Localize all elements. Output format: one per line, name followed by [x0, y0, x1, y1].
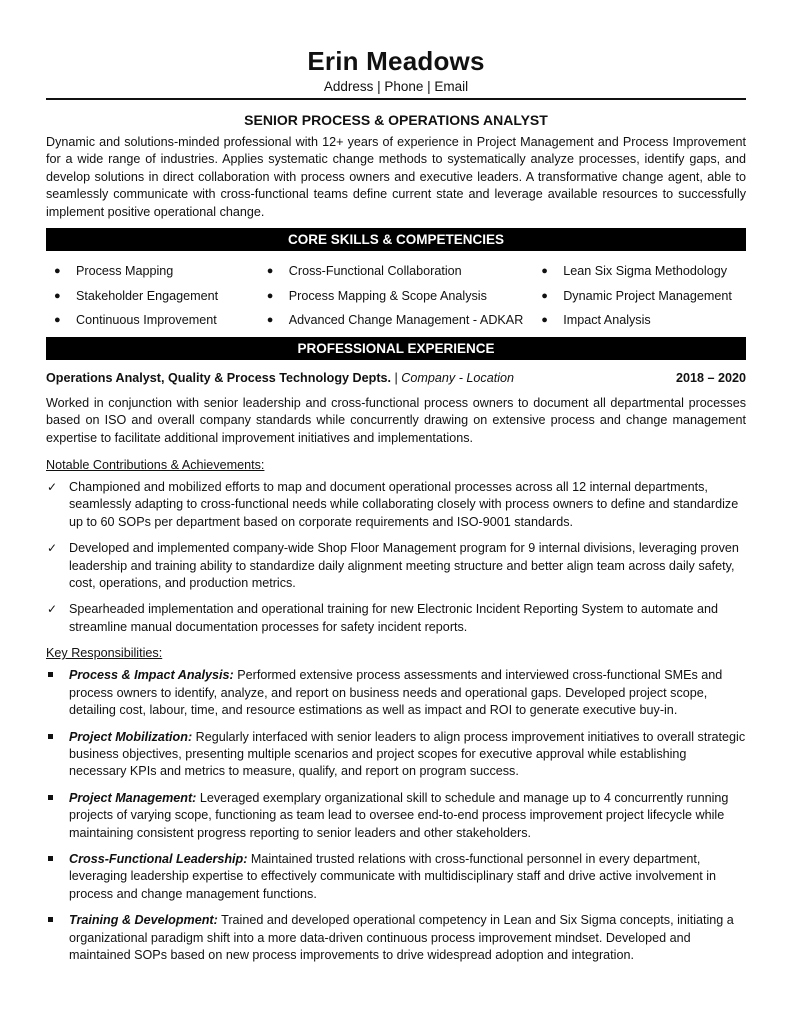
skills-heading: CORE SKILLS & COMPETENCIES [46, 228, 746, 251]
contribution-item: ✓ Spearheaded implementation and operational training for new Electronic Incident Reporting System to automate and streamline manual documentation processes for safety incident reports. [47, 602, 718, 634]
responsibility-item: Project Mobilization: Regularly interfaced with senior leaders to align process improvement initiatives to overall strategic business objectives, presenting multiple scenarios and project scopes for executive approval while establishing necessary KPIs and metrics to measure, qualify, and report on program success. [46, 729, 746, 781]
contribution-item: ✓ Championed and mobilized efforts to map and document operational processes across all 12 internal departments, seamlessly adapting to cross-functional needs while collaborating closely with process owners to define and standardize up to 60 SOPs per department based on corporate requirements and ISO-9001 standards. [47, 480, 739, 529]
header-rule [46, 98, 746, 100]
responsibility-item: Process & Impact Analysis: Performed extensive process assessments and interviewed cross-functional SMEs and process owners to identify, analyze, and report on business needs and operational gaps. Developed project scope, detailing cost, labour, time, and resource estimations as well as impact and ROI to generate executive buy-in. [46, 667, 746, 719]
bullet-icon: ● [541, 265, 548, 278]
role-separator: | [391, 370, 402, 385]
responsibility-item: Cross-Functional Leadership: Maintained trusted relations with cross-functional personnel in every department, leveraging leadership expertise to effectively communicate with multidisciplinary staff and drive active involvement in process and change management functions. [46, 851, 746, 903]
summary-paragraph: Dynamic and solutions-minded professional with 12+ years of experience in Project Management and Process Improvement for a wide range of industries. Applies systematic change methods to systematically analyze processes, identify gaps, and develop solutions in direct collaboration with process owners and executive leaders. A transformative change agent, able to seamlessly communicate with cross-functional teams define current state and leverage available resources to successfully implement positive operational change. [46, 135, 746, 219]
bullet-icon: ● [266, 314, 274, 327]
candidate-name: Erin Meadows [307, 46, 485, 76]
checkmark-icon: ✓ [47, 480, 58, 495]
skill-item: ● Process Mapping [50, 259, 263, 284]
bullet-icon: ● [541, 314, 548, 327]
job-role-line [46, 370, 514, 387]
experience-heading: PROFESSIONAL EXPERIENCE [46, 337, 746, 360]
square-bullet-icon [48, 856, 53, 861]
square-bullet-icon [48, 734, 53, 739]
checkmark-icon: ✓ [47, 602, 58, 617]
job-description: Worked in conjunction with senior leadership and cross-functional process owners to document all departmental processes based on ISO and overall company standards while concurrently drawing on extensive process and change management expertise to facilitate additional improvement initiatives and implementations. [46, 395, 746, 445]
bullet-icon: ● [541, 289, 548, 302]
square-bullet-icon [48, 917, 53, 922]
resume-page [46, 44, 746, 973]
contact-line: Address | Phone | Email [323, 79, 469, 94]
responsibility-item: Training & Development: Trained and developed operational competency in Lean and Six Sigma concepts, initiating a organizational paradigm shift into a more data-driven continuous process improvement mindset. Developed and maintained SOPs based on new process improvements to drive widespread adoption and integration. [46, 912, 746, 964]
job-header [46, 370, 746, 387]
skills-column [263, 259, 537, 333]
responsibilities-list [46, 667, 746, 964]
skill-item: ● Cross-Functional Collaboration [263, 259, 537, 284]
skill-item: ● Advanced Change Management - ADKAR [263, 308, 537, 333]
bullet-icon: ● [54, 289, 61, 302]
checkmark-icon: ✓ [47, 541, 58, 556]
skill-item: ● Continuous Improvement [50, 308, 263, 333]
responsibility-item: Project Management: Leveraged exemplary organizational skill to schedule and manage up to 4 concurrently running projects of varying scope, functioning as team lead to oversee end-to-end process improvement project lifecycle while maintaining consistent progress reporting to senior leaders and other stakeholders. [46, 790, 746, 842]
skill-item: ● Lean Six Sigma Methodology [537, 259, 746, 284]
job-role: Operations Analyst, Quality & Process Technology Depts. [46, 370, 392, 385]
bullet-icon: ● [266, 265, 274, 278]
bullet-icon: ● [266, 289, 274, 302]
skill-item: ● Stakeholder Engagement [50, 284, 263, 309]
bullet-icon: ● [54, 314, 61, 327]
skills-column [537, 259, 746, 333]
job-company: Company - Location [401, 370, 515, 385]
skill-item: ● Impact Analysis [537, 308, 746, 333]
contributions-heading: Notable Contributions & Achievements: [46, 458, 265, 473]
job-title: SENIOR PROCESS & OPERATIONS ANALYST [244, 112, 548, 128]
square-bullet-icon [48, 672, 53, 677]
contribution-item: ✓ Developed and implemented company-wide Shop Floor Management program for 9 internal divisions, leveraging proven leadership and training ability to standardize daily alignment meeting structure and better align team across daily safety, cost, operations, and production metrics. [47, 541, 739, 591]
square-bullet-icon [48, 795, 53, 800]
job-dates: 2018 – 2020 [675, 370, 746, 385]
skill-item: ● Process Mapping & Scope Analysis [263, 284, 537, 309]
bullet-icon: ● [54, 265, 61, 278]
skill-item: ● Dynamic Project Management [537, 284, 746, 309]
contributions-list [46, 479, 746, 636]
responsibilities-heading: Key Responsibilities: [46, 646, 163, 661]
skills-column [50, 259, 263, 333]
skills-grid [46, 251, 746, 337]
